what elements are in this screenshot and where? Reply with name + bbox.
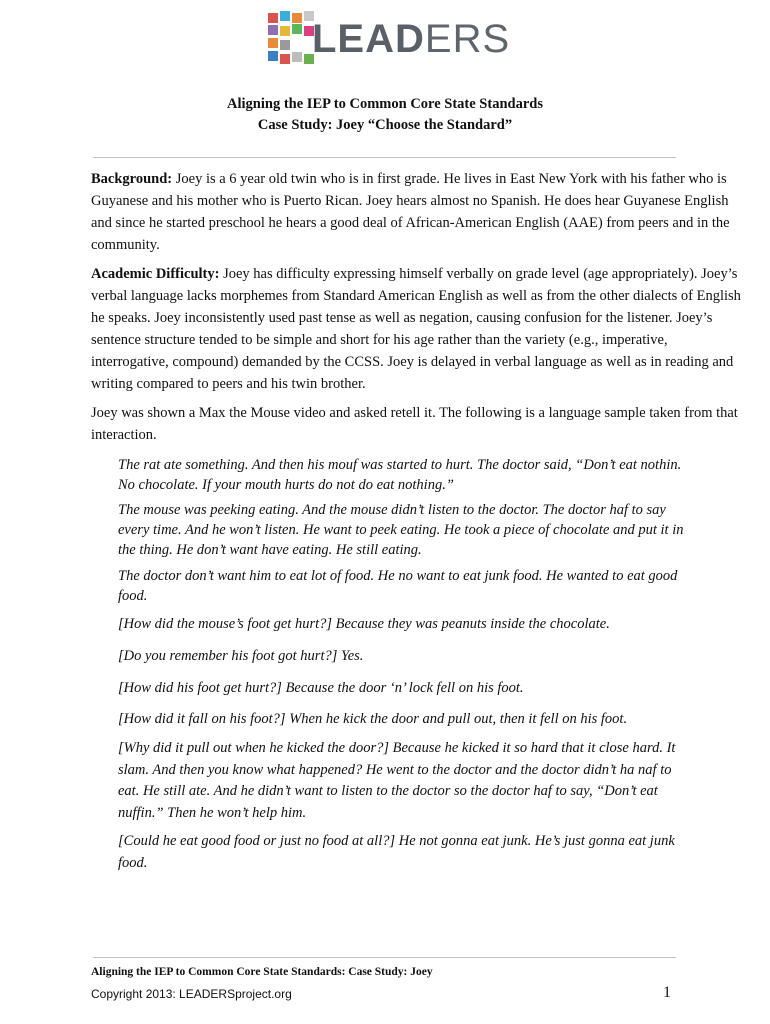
language-sample-line: [How did it fall on his foot?] When he kick the door and pull out, then it fell on his foot. xyxy=(118,711,628,727)
copyright-notice: Copyright 2013: LEADERSproject.org xyxy=(91,987,292,1001)
leaders-logo xyxy=(266,10,516,70)
language-sample-line: [How did his foot get hurt?] Because the door ‘n’ lock fell on his foot. xyxy=(118,680,524,696)
page-number: 1 xyxy=(663,984,671,1001)
header-divider xyxy=(93,157,676,158)
language-sample-line: [Do you remember his foot got hurt?] Yes. xyxy=(118,648,364,664)
logo-wordmark: LEADERS xyxy=(312,17,511,61)
doc-subtitle: Case Study: Joey “Choose the Standard” xyxy=(257,117,513,133)
language-sample-line: [Could he eat good food or just no food at all?] He not gonna eat junk. He’s just gonna eat junk food. xyxy=(118,833,675,871)
doc-title: Aligning the IEP to Common Core State Standards xyxy=(227,96,543,112)
language-sample-line: The doctor don’t want him to eat lot of food. He no want to eat junk food. He wanted to eat good food. xyxy=(118,568,678,604)
language-sample-line: [Why did it pull out when he kicked the door?] Because he kicked it so hard that it close hard. It slam. And then you know what happened? He went to the doctor and the doctor didn’t ha naf to eat. He still ate. And he didn’t want to listen to the doctor so the doctor haf to say, “Don’t eat nuffin.” Then he won’t help him. xyxy=(118,740,676,821)
background-paragraph: Background: Joey is a 6 year old twin who is in first grade. He lives in East New York with his father who is Guyanese and his mother who is Puerto Rican. Joey hears almost no Spanish. He does hear Guyanese English and since he started preschool he hears a good deal of African-American English (AAE) from peers and in the community. xyxy=(91,171,730,253)
footer-divider xyxy=(93,957,676,958)
footer-title: Aligning the IEP to Common Core State Standards: Case Study: Joey xyxy=(91,966,433,978)
academic-difficulty-paragraph: Academic Difficulty: Joey has difficulty expressing himself verbally on grade level (age appropriately). Joey’s verbal language lacks morphemes from Standard American English as well as from the other dialects of English he speaks. Joey inconsistently used past tense as well as negation, causing confusion for the listener. Joey’s sentence structure tended to be simple and short for his age rather than the variety (e.g., imperative, interrogative, compound) demanded by the CCSS. Joey is delayed in verbal language as well as in reading and writing compared to peers and his twin brother. xyxy=(91,266,741,392)
language-sample-line: The rat ate something. And then his mouf was started to hurt. The doctor said, “Don’t eat nothin. No chocolate. If your mouth hurts do not do eat nothing.” xyxy=(118,457,682,493)
language-sample-line: The mouse was peeking eating. And the mouse didn’t listen to the doctor. The doctor haf to say every time. And he won’t listen. He want to peek eating. He took a piece of chocolate and put it in the thing. He don’t want have eating. He still eating. xyxy=(118,502,684,558)
intro-paragraph: Joey was shown a Max the Mouse video and asked retell it. The following is a language sample taken from that interaction. xyxy=(91,405,738,443)
language-sample-line: [How did the mouse’s foot get hurt?] Because they was peanuts inside the chocolate. xyxy=(118,616,610,632)
